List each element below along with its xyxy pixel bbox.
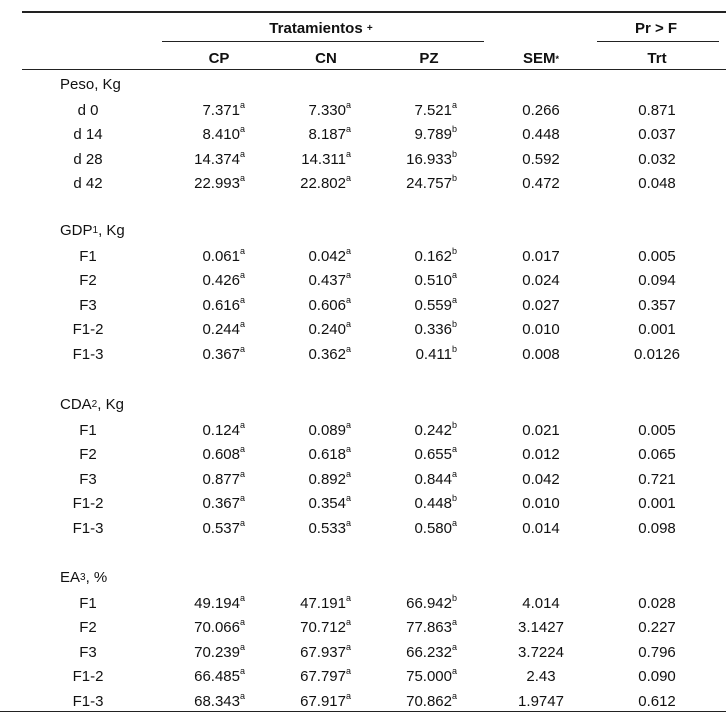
value-cell: 0.124 a	[202, 420, 246, 439]
significance-letter: a	[346, 617, 352, 627]
row-label: d 0	[77, 102, 99, 119]
value-cell: 0.537 a	[202, 518, 246, 537]
value-cell: 0.892 a	[308, 469, 352, 488]
p-value-cell: 0.048	[638, 175, 676, 192]
significance-letter: b	[452, 420, 458, 430]
value-cell: 8.410 a	[202, 124, 246, 143]
column-header-sem: SEM*	[522, 50, 560, 67]
significance-letter: a	[346, 149, 352, 159]
bottom-rule	[0, 711, 726, 712]
value-cell: 14.374 a	[194, 149, 246, 168]
significance-letter: a	[452, 642, 458, 652]
row-label: d 28	[73, 151, 103, 168]
value-cell: 49.194 a	[194, 593, 246, 612]
p-value-cell: 0.005	[638, 248, 676, 265]
value-cell: 0.426 a	[202, 270, 246, 289]
value-cell: 7.521 a	[414, 100, 458, 119]
significance-letter: b	[452, 173, 458, 183]
footnote-marker: 1	[92, 225, 99, 236]
pr-underline	[597, 41, 719, 42]
value-cell: 0.437 a	[308, 270, 352, 289]
column-header-trt: Trt	[647, 50, 667, 67]
value-cell: 0.240 a	[308, 319, 352, 338]
significance-letter: a	[346, 344, 352, 354]
row-label: F1	[79, 595, 97, 612]
significance-letter: a	[240, 344, 246, 354]
significance-letter: b	[452, 493, 458, 503]
significance-letter: a	[240, 593, 246, 603]
value-cell: 0.089 a	[308, 420, 352, 439]
value-cell: 14.311 a	[301, 149, 352, 168]
row-label: F1-2	[72, 321, 104, 338]
significance-letter: a	[240, 444, 246, 454]
value-cell: 0.559 a	[414, 295, 458, 314]
value-cell: 0.448 b	[414, 493, 458, 512]
value-cell: 0.877 a	[202, 469, 246, 488]
value-cell: 0.242 b	[414, 420, 458, 439]
row-label: F1	[79, 248, 97, 265]
pr-f-header: Pr > F	[634, 20, 678, 37]
sem-cell: 0.014	[522, 520, 560, 537]
value-cell: 0.362 a	[308, 344, 352, 363]
row-label: F1-3	[72, 693, 104, 710]
significance-letter: a	[240, 295, 246, 305]
significance-letter: a	[240, 691, 246, 701]
value-cell: 67.797 a	[300, 666, 352, 685]
p-value-cell: 0.098	[638, 520, 676, 537]
column-header-cn: CN	[315, 50, 337, 67]
value-cell: 66.232 a	[406, 642, 458, 661]
significance-letter: a	[240, 420, 246, 430]
value-cell: 0.533 a	[308, 518, 352, 537]
p-value-cell: 0.871	[638, 102, 676, 119]
column-header-pz: PZ	[419, 50, 439, 67]
significance-letter: a	[240, 493, 246, 503]
p-value-cell: 0.0126	[634, 346, 680, 363]
group-underline	[162, 41, 484, 42]
sem-cell: 0.010	[522, 321, 560, 338]
sem-cell: 0.027	[522, 297, 560, 314]
p-value-cell: 0.796	[638, 644, 676, 661]
p-value-cell: 0.028	[638, 595, 676, 612]
sem-cell: 0.042	[522, 471, 560, 488]
significance-letter: a	[346, 100, 352, 110]
row-label: F2	[79, 619, 97, 636]
section-title: GDP$^1$, Kg	[60, 222, 125, 239]
row-label: d 14	[73, 126, 103, 143]
p-value-cell: 0.090	[638, 668, 676, 685]
footnote-marker: 3	[80, 572, 86, 583]
significance-letter: a	[240, 518, 246, 528]
significance-letter: a	[452, 691, 458, 701]
value-cell: 70.862 a	[406, 691, 458, 710]
p-value-cell: 0.065	[638, 446, 676, 463]
p-value-cell: 0.227	[638, 619, 676, 636]
significance-letter: a	[346, 444, 352, 454]
value-cell: 22.802 a	[300, 173, 352, 192]
value-cell: 0.510 a	[414, 270, 458, 289]
significance-letter: a	[346, 666, 352, 676]
value-cell: 0.580 a	[414, 518, 458, 537]
significance-letter: b	[452, 319, 458, 329]
significance-letter: a	[240, 124, 246, 134]
row-label: F1	[79, 422, 97, 439]
value-cell: 66.942 b	[406, 593, 458, 612]
significance-letter: a	[346, 319, 352, 329]
value-cell: 0.608 a	[202, 444, 246, 463]
row-label: F2	[79, 272, 97, 289]
value-cell: 0.655 a	[414, 444, 458, 463]
significance-letter: b	[452, 149, 458, 159]
value-cell: 68.343 a	[194, 691, 246, 710]
value-cell: 67.917 a	[300, 691, 352, 710]
header-bottom-rule	[22, 69, 726, 70]
row-label: d 42	[73, 175, 103, 192]
significance-letter: a	[346, 124, 352, 134]
sem-cell: 3.1427	[518, 619, 564, 636]
significance-letter: a	[240, 469, 246, 479]
significance-letter: a	[346, 295, 352, 305]
value-cell: 70.239 a	[194, 642, 246, 661]
sem-cell: 0.008	[522, 346, 560, 363]
significance-letter: a	[452, 617, 458, 627]
sem-cell: 3.7224	[518, 644, 564, 661]
significance-letter: a	[346, 420, 352, 430]
p-value-cell: 0.001	[638, 495, 676, 512]
sem-cell: 1.9747	[518, 693, 564, 710]
p-value-cell: 0.037	[638, 126, 676, 143]
significance-letter: a	[452, 518, 458, 528]
significance-letter: a	[240, 270, 246, 280]
value-cell: 0.367 a	[202, 493, 246, 512]
value-cell: 7.330 a	[308, 100, 352, 119]
significance-letter: a	[240, 149, 246, 159]
row-label: F1-2	[72, 495, 104, 512]
significance-letter: a	[346, 469, 352, 479]
p-value-cell: 0.032	[638, 151, 676, 168]
top-rule	[22, 11, 726, 13]
section-title: $EA^3$, %	[60, 569, 108, 586]
significance-letter: a	[240, 666, 246, 676]
section-title: Peso, Kg	[60, 76, 121, 93]
sem-cell: 0.017	[522, 248, 560, 265]
significance-letter: a	[452, 270, 458, 280]
row-label: F1-3	[72, 520, 104, 537]
row-label: F2	[79, 446, 97, 463]
p-value-cell: 0.612	[638, 693, 676, 710]
value-cell: 0.844 a	[414, 469, 458, 488]
value-cell: 0.162 b	[414, 246, 458, 265]
significance-letter: a	[240, 642, 246, 652]
row-label: F1-2	[72, 668, 104, 685]
significance-letter: a	[452, 100, 458, 110]
sem-cell: 0.448	[522, 126, 560, 143]
value-cell: 0.618 a	[308, 444, 352, 463]
value-cell: 0.354 a	[308, 493, 352, 512]
value-cell: 0.244 a	[202, 319, 246, 338]
significance-letter: b	[452, 344, 458, 354]
significance-letter: a	[346, 246, 352, 256]
value-cell: 9.789 b	[414, 124, 458, 143]
sem-cell: 2.43	[526, 668, 556, 685]
value-cell: 7.371 a	[202, 100, 246, 119]
significance-letter: a	[346, 642, 352, 652]
significance-letter: a	[346, 691, 352, 701]
significance-letter: b	[452, 593, 458, 603]
significance-letter: a	[346, 593, 352, 603]
significance-letter: b	[452, 246, 458, 256]
value-cell: 47.191 a	[300, 593, 352, 612]
significance-letter: a	[346, 270, 352, 280]
p-value-cell: 0.721	[638, 471, 676, 488]
value-cell: 0.042 a	[308, 246, 352, 265]
value-cell: 70.712 a	[300, 617, 352, 636]
row-label: F3	[79, 644, 97, 661]
row-label: F3	[79, 471, 97, 488]
value-cell: 75.000 a	[406, 666, 458, 685]
significance-letter: b	[452, 124, 458, 134]
significance-letter: a	[240, 173, 246, 183]
p-value-cell: 0.094	[638, 272, 676, 289]
sem-cell: 0.592	[522, 151, 560, 168]
value-cell: 0.061 a	[202, 246, 246, 265]
value-cell: 0.606 a	[308, 295, 352, 314]
p-value-cell: 0.005	[638, 422, 676, 439]
value-cell: 0.336 b	[414, 319, 458, 338]
significance-letter: a	[240, 319, 246, 329]
value-cell: 77.863 a	[406, 617, 458, 636]
group-header: Tratamientos +	[269, 20, 373, 37]
sem-cell: 0.024	[522, 272, 560, 289]
section-title: CDA$^2$, Kg	[60, 396, 124, 413]
value-cell: 22.993 a	[194, 173, 246, 192]
sem-cell: 4.014	[522, 595, 560, 612]
value-cell: 70.066 a	[194, 617, 246, 636]
value-cell: 24.757 b	[406, 173, 458, 192]
value-cell: 8.187 a	[308, 124, 352, 143]
sem-cell: 0.010	[522, 495, 560, 512]
sem-cell: 0.021	[522, 422, 560, 439]
value-cell: 0.367 a	[202, 344, 246, 363]
sem-cell: 0.012	[522, 446, 560, 463]
significance-letter: a	[346, 493, 352, 503]
p-value-cell: 0.357	[638, 297, 676, 314]
value-cell: 16.933 b	[406, 149, 458, 168]
sem-cell: 0.266	[522, 102, 560, 119]
p-value-cell: 0.001	[638, 321, 676, 338]
row-label: F3	[79, 297, 97, 314]
value-cell: 0.411 b	[415, 344, 458, 363]
significance-letter: a	[240, 617, 246, 627]
row-label: F1-3	[72, 346, 104, 363]
value-cell: 67.937 a	[300, 642, 352, 661]
significance-letter: a	[452, 666, 458, 676]
significance-letter: a	[452, 469, 458, 479]
significance-letter: a	[240, 100, 246, 110]
sem-cell: 0.472	[522, 175, 560, 192]
significance-letter: a	[452, 444, 458, 454]
value-cell: 66.485 a	[194, 666, 246, 685]
significance-letter: a	[346, 173, 352, 183]
column-header-cp: CP	[208, 50, 230, 67]
significance-letter: a	[452, 295, 458, 305]
footnote-marker: 2	[91, 399, 98, 410]
significance-letter: a	[240, 246, 246, 256]
value-cell: 0.616 a	[202, 295, 246, 314]
significance-letter: a	[346, 518, 352, 528]
